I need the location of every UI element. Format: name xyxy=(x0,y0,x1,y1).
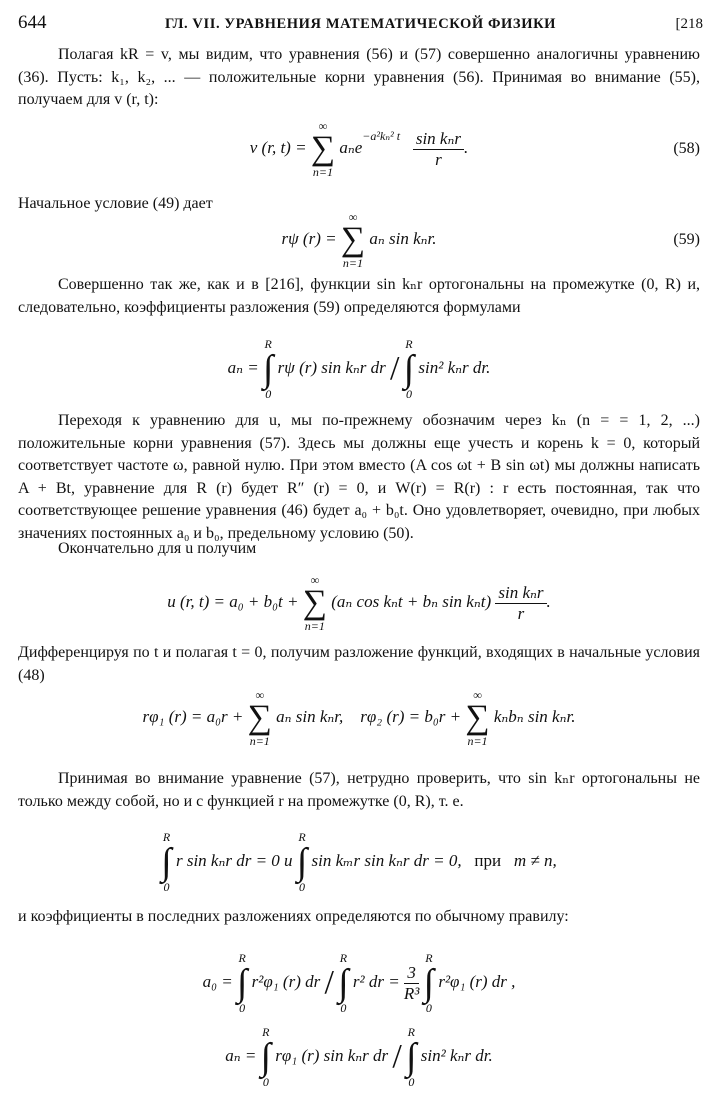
equation-58: v (r, t) = ∞ ∑ n=1 aₙe$^{-a^2k_n^2 t}$ $\frac{\text{sin kₙr}}{r}$ . (58) xyxy=(249,119,700,179)
eq-lhs: aₙ = xyxy=(225,1045,257,1065)
eq58-exponent: −a²kₙ² t xyxy=(362,129,401,144)
eq-word: при xyxy=(474,850,502,870)
integral-sign: R ∫ 0 xyxy=(161,830,172,894)
integrand: r² dr = xyxy=(352,971,400,991)
paragraph-5 xyxy=(18,538,700,561)
integral-sign: R ∫ 0 xyxy=(423,951,435,1015)
equation-59 xyxy=(18,210,700,270)
integral-sign: R ∫ 0 xyxy=(406,1025,417,1089)
paragraph-text: и коэффициенты в последних разложениях определяются по обычному правилу: xyxy=(18,908,569,925)
integral-sign: R ∫ 0 xyxy=(296,830,308,894)
integral-sign: R ∫ 0 xyxy=(262,337,274,401)
eq58-fraction: $\frac{\text{sin kₙr}}{r}$ xyxy=(413,129,464,170)
paragraph-text: Окончательно для u получим xyxy=(58,540,257,557)
equation-number: (58) xyxy=(673,139,700,157)
integral-sign: R ∫ 0 xyxy=(236,951,248,1015)
eq58-term: aₙe xyxy=(339,137,363,157)
equation-an-final: aₙ = R ∫ 0 rφ₁ (r) sin kₙr dr / R ∫ 0 sin² kₙr dr. xyxy=(225,1025,493,1089)
running-title: ГЛ. VII. УРАВНЕНИЯ МАТЕМАТИЧЕСКОЙ ФИЗИКИ xyxy=(164,16,557,32)
paragraph-text: Принимая во внимание уравнение (57), нетрудно проверить, что sin kₙr ортогональны не только между собой, но и с функцией r на промежутке (0, R), т. е. xyxy=(18,770,700,810)
paragraph-text: Совершенно так же, как и в [216], функции sin kₙr ортогональны на промежутке (0, R) и, следовательно, коэффициенты разложения (59) определяются формулами xyxy=(18,276,700,316)
page-number: 644 xyxy=(18,12,47,33)
running-header xyxy=(18,12,703,38)
integral-sign: R ∫ 0 xyxy=(260,1025,272,1089)
eq-left: rφ₁ (r) = a₀r + xyxy=(142,706,244,726)
integrand: r²φ₁ (r) dr , xyxy=(438,971,516,991)
integral-sign: R ∫ 0 xyxy=(403,337,415,401)
paragraph-8 xyxy=(18,906,700,929)
eq-term: (aₙ cos kₙt + bₙ sin kₙt) xyxy=(331,591,492,611)
eq59-lhs: rψ (r) = xyxy=(281,228,337,248)
eq-term: kₙbₙ sin kₙr. xyxy=(493,706,576,726)
equation-a0: a₀ = R ∫ 0 r²φ₁ (r) dr / R ∫ 0 r² dr = $\frac{3}{\text{R³}}$ R ∫ 0 r²φ₁ (r) dr , xyxy=(202,951,516,1015)
sum-sign: ∞ ∑ n=1 xyxy=(340,210,366,270)
equation-phi xyxy=(18,686,700,750)
eq-condition: m ≠ n, xyxy=(513,850,557,870)
integrand: sin² kₙr dr. xyxy=(418,357,491,377)
eq-lhs: a₀ = xyxy=(202,971,233,991)
equation-orthogonality xyxy=(18,826,700,898)
paragraph-6 xyxy=(18,642,700,687)
paragraph-4 xyxy=(18,410,700,545)
paragraph-text: Переходя к уравнению для u, мы по-прежнему обозначим через kₙ (n = = 1, 2, ...) положительные корни уравнения (57). Здесь мы должны еще учесть и корень k = 0, который соответствует частоте ω, равной нулю. При этом вместо (A cos ωt + B sin ωt) мы должны написать A + Bt, уравнение для R (r) будет R″ (r) = 0, и W(r) = R(r) : r есть постоянная, так что соответствующее решение уравнения (46) будет a₀ + b₀t. Оно удовлетворяет, очевидно, при любых значениях постоянных a₀ и b₀, предельному условию (50). xyxy=(18,412,700,542)
eq-part: sin kₘr sin kₙr dr = 0, xyxy=(311,850,462,870)
paragraph-text: Дифференцируя по t и полагая t = 0, получим разложение функций, входящих в начальные условия (48) xyxy=(18,644,700,684)
eq59-term: aₙ sin kₙr. xyxy=(369,228,437,248)
eq-part: r sin kₙr dr = 0 и xyxy=(175,850,293,870)
equation-number: (59) xyxy=(673,230,700,248)
integrand: rφ₁ (r) sin kₙr dr xyxy=(275,1045,389,1065)
sum-sign: ∞ ∑ n=1 xyxy=(247,688,272,748)
sum-sign: ∞ ∑ n=1 xyxy=(310,119,336,179)
paragraph-1 xyxy=(18,44,700,112)
sum-sign: ∞ ∑ n=1 xyxy=(465,688,490,748)
eq-mid: rφ₂ (r) = b₀r + xyxy=(360,706,462,726)
paragraph-text: Полагая kR = v, мы видим, что уравнения (56) и (57) совершенно аналогичны уравнению (36). Пусть: k₁, k₂, ... — положительные корни уравнения (56). Принимая во внимание (55), получаем для v (r, t): xyxy=(18,46,700,108)
eq58-lhs: v (r, t) = xyxy=(249,137,307,157)
eq-lhs: aₙ = xyxy=(227,357,259,377)
integrand: r²φ₁ (r) dr xyxy=(251,971,321,991)
section-number: [218 xyxy=(675,16,703,32)
eq-fraction: $\frac{\text{sin kₙr}}{r}$ xyxy=(495,583,546,624)
integrand: sin² kₙr dr. xyxy=(420,1045,493,1065)
integrand: rψ (r) sin kₙr dr xyxy=(277,357,386,377)
sum-sign: ∞ ∑ n=1 xyxy=(302,573,327,633)
paragraph-text: Начальное условие (49) дает xyxy=(18,195,213,212)
paragraph-7 xyxy=(18,768,700,813)
integral-sign: R ∫ 0 xyxy=(338,951,349,1015)
eq-lhs: u (r, t) = a₀ + b₀t + xyxy=(167,591,299,611)
equation-u: u (r, t) = a₀ + b₀t + ∞ ∑ n=1 (aₙ cos kₙt + bₙ sin kₙt) $\frac{\text{sin kₙr}}{r}$ . xyxy=(167,573,551,633)
equation-an-coefficients: aₙ = R ∫ 0 rψ (r) sin kₙr dr / R ∫ 0 sin² kₙr dr. xyxy=(227,337,491,401)
eq-term: aₙ sin kₙr, xyxy=(276,706,344,726)
eq-fraction: $\frac{3}{\text{R³}}$ xyxy=(403,962,420,1003)
paragraph-3 xyxy=(18,274,700,319)
